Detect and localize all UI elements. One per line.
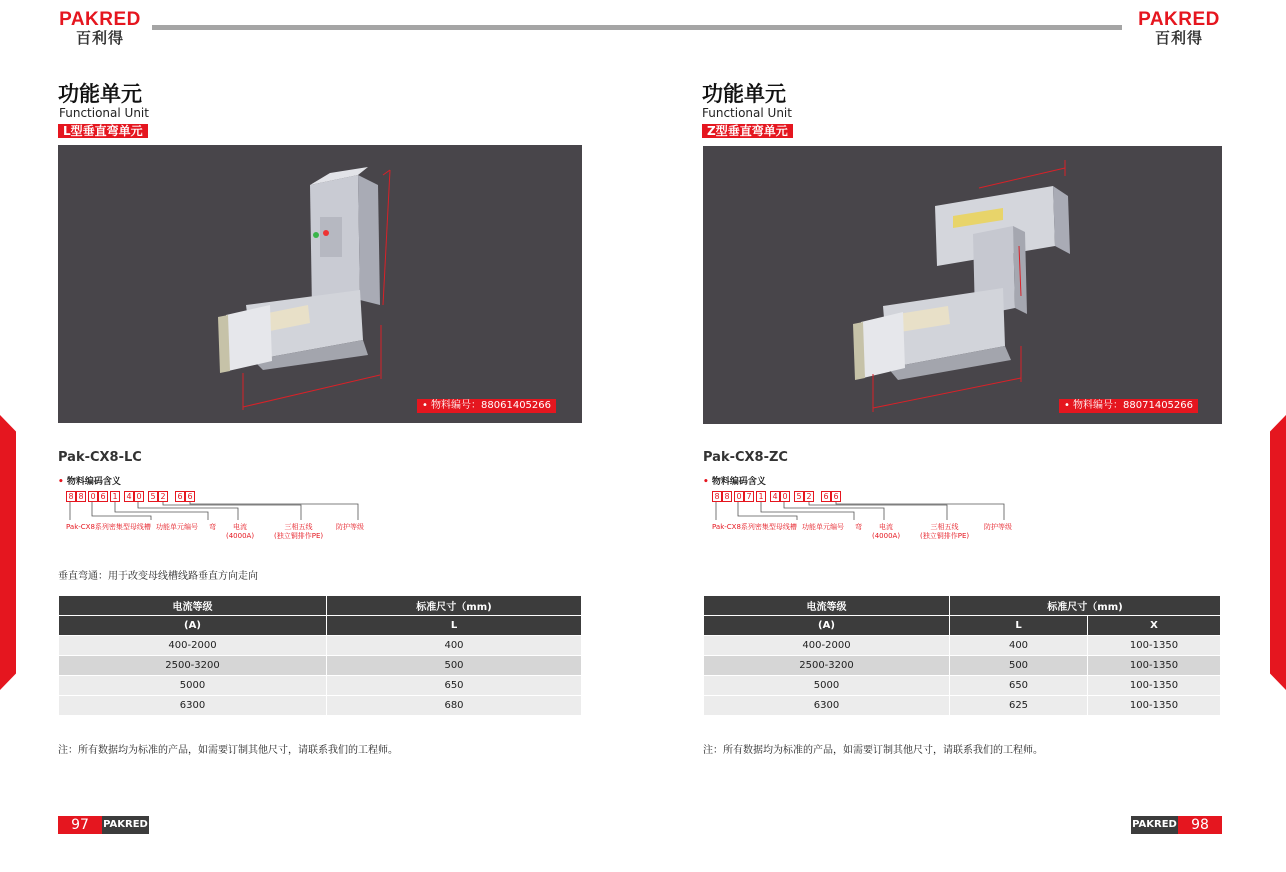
brand-name: PAKRED bbox=[1138, 9, 1220, 30]
product-photo bbox=[703, 146, 1222, 424]
table-row bbox=[59, 636, 582, 656]
code-digit: 8 bbox=[712, 491, 722, 502]
code-annotation: 防护等级 bbox=[336, 523, 364, 531]
right-edge-tab bbox=[1270, 415, 1286, 690]
code-digit: 2 bbox=[158, 491, 168, 502]
brand-name-cn: 百利得 bbox=[1154, 29, 1203, 47]
table-cell: 400 bbox=[327, 636, 582, 656]
section-tag: Z型垂直弯单元 bbox=[702, 124, 793, 138]
page-brand: PAKRED bbox=[102, 816, 149, 834]
code-annotation: 弯 bbox=[209, 523, 216, 531]
table-cell: 500 bbox=[950, 656, 1088, 676]
code-digit: 6 bbox=[831, 491, 841, 502]
code-digit: 5 bbox=[794, 491, 804, 502]
table-cell: 6300 bbox=[59, 696, 327, 716]
code-digit: 1 bbox=[756, 491, 766, 502]
code-digit: 6 bbox=[98, 491, 108, 502]
code-annotation: 三相五线 (独立铜排作PE) bbox=[920, 523, 970, 540]
table-header-cell: X bbox=[1088, 616, 1221, 636]
brand-logo-right bbox=[1134, 10, 1224, 46]
page-brand: PAKRED bbox=[1131, 816, 1178, 834]
product-photo bbox=[58, 145, 582, 423]
code-annotation: 电流 (4000A) bbox=[226, 523, 255, 540]
page-title: 功能单元 bbox=[58, 82, 142, 106]
table-header-cell: L bbox=[950, 616, 1088, 636]
table-cell: 650 bbox=[950, 676, 1088, 696]
code-annotation: 弯 bbox=[855, 523, 862, 531]
table-row bbox=[704, 696, 1221, 716]
code-annotation: 功能单元编号 bbox=[802, 523, 844, 531]
page-title: 功能单元 bbox=[702, 82, 786, 106]
page-subtitle-en: Functional Unit bbox=[702, 106, 792, 120]
footnote: 注：所有数据均为标准的产品，如需要订制其他尺寸，请联系我们的工程师。 bbox=[703, 745, 1043, 756]
model-name: Pak-CX8-ZC bbox=[703, 450, 788, 465]
l-bend-illustration bbox=[58, 145, 582, 423]
page-subtitle-en: Functional Unit bbox=[59, 106, 149, 120]
footnote: 注：所有数据均为标准的产品，如需要订制其他尺寸，请联系我们的工程师。 bbox=[58, 745, 398, 756]
product-description: 垂直弯通：用于改变母线槽线路垂直方向走向 bbox=[58, 571, 258, 582]
table-row bbox=[59, 676, 582, 696]
table-cell: 400-2000 bbox=[704, 636, 950, 656]
code-digit: 6 bbox=[821, 491, 831, 502]
code-legend-lines bbox=[58, 500, 378, 522]
table-cell: 6300 bbox=[704, 696, 950, 716]
page-number: 97 bbox=[58, 816, 102, 834]
brand-logo-left bbox=[55, 10, 145, 46]
table-header-cell: 标准尺寸（mm) bbox=[327, 596, 582, 616]
table-cell: 400 bbox=[950, 636, 1088, 656]
code-digit: 2 bbox=[804, 491, 814, 502]
table-cell: 100-1350 bbox=[1088, 676, 1221, 696]
code-legend-title: • 物料编码含义 bbox=[58, 477, 121, 487]
table-cell: 5000 bbox=[59, 676, 327, 696]
material-code-label: • 物料编号：88071405266 bbox=[1059, 399, 1198, 413]
code-digit: 8 bbox=[66, 491, 76, 502]
table-cell: 680 bbox=[327, 696, 582, 716]
left-edge-tab bbox=[0, 415, 16, 690]
code-digit: 6 bbox=[185, 491, 195, 502]
table-row bbox=[704, 636, 1221, 656]
code-digit: 0 bbox=[780, 491, 790, 502]
code-legend-title: • 物料编码含义 bbox=[703, 477, 766, 487]
table-cell: 400-2000 bbox=[59, 636, 327, 656]
table-cell: 100-1350 bbox=[1088, 696, 1221, 716]
table-row bbox=[59, 656, 582, 676]
code-legend-lines bbox=[704, 500, 1024, 522]
code-digit: 6 bbox=[175, 491, 185, 502]
table-row bbox=[704, 676, 1221, 696]
code-legend-title-text: 物料编码含义 bbox=[711, 477, 766, 487]
z-bend-illustration bbox=[703, 146, 1222, 424]
model-name: Pak-CX8-LC bbox=[58, 450, 142, 465]
table-cell: 650 bbox=[327, 676, 582, 696]
code-annotation: Pak-CX8系列密集型母线槽 bbox=[712, 523, 797, 531]
code-digit: 0 bbox=[134, 491, 144, 502]
page-number: 98 bbox=[1178, 816, 1222, 834]
code-digit: 5 bbox=[148, 491, 158, 502]
code-annotation: Pak-CX8系列密集型母线槽 bbox=[66, 523, 151, 531]
code-digit: 0 bbox=[734, 491, 744, 502]
code-legend-title-text: 物料编码含义 bbox=[66, 477, 121, 487]
table-header-cell: (A) bbox=[59, 616, 327, 636]
code-digit: 8 bbox=[722, 491, 732, 502]
table-header-cell: 标准尺寸（mm) bbox=[950, 596, 1221, 616]
code-digit: 7 bbox=[744, 491, 754, 502]
table-row bbox=[59, 696, 582, 716]
brand-name: PAKRED bbox=[59, 9, 141, 30]
table-cell: 5000 bbox=[704, 676, 950, 696]
table-cell: 100-1350 bbox=[1088, 636, 1221, 656]
section-tag: L型垂直弯单元 bbox=[58, 124, 148, 138]
material-code-label: • 物料编号：88061405266 bbox=[417, 399, 556, 413]
table-cell: 100-1350 bbox=[1088, 656, 1221, 676]
code-annotation: 防护等级 bbox=[984, 523, 1012, 531]
table-cell: 625 bbox=[950, 696, 1088, 716]
code-digit: 1 bbox=[110, 491, 120, 502]
code-digit: 0 bbox=[88, 491, 98, 502]
header-rule bbox=[152, 25, 1122, 30]
code-digit: 4 bbox=[124, 491, 134, 502]
table-cell: 2500-3200 bbox=[704, 656, 950, 676]
table-header-cell: 电流等级 bbox=[704, 596, 950, 616]
table-cell: 500 bbox=[327, 656, 582, 676]
code-digit: 4 bbox=[770, 491, 780, 502]
code-digit: 8 bbox=[76, 491, 86, 502]
spec-table bbox=[703, 595, 1221, 716]
code-annotation: 电流 (4000A) bbox=[872, 523, 901, 540]
table-header-cell: L bbox=[327, 616, 582, 636]
code-annotation: 三相五线 (独立铜排作PE) bbox=[274, 523, 324, 540]
code-annotation: 功能单元编号 bbox=[156, 523, 198, 531]
table-row bbox=[704, 656, 1221, 676]
table-header-cell: (A) bbox=[704, 616, 950, 636]
table-header-cell: 电流等级 bbox=[59, 596, 327, 616]
brand-name-cn: 百利得 bbox=[75, 29, 124, 47]
table-cell: 2500-3200 bbox=[59, 656, 327, 676]
spec-table bbox=[58, 595, 582, 716]
